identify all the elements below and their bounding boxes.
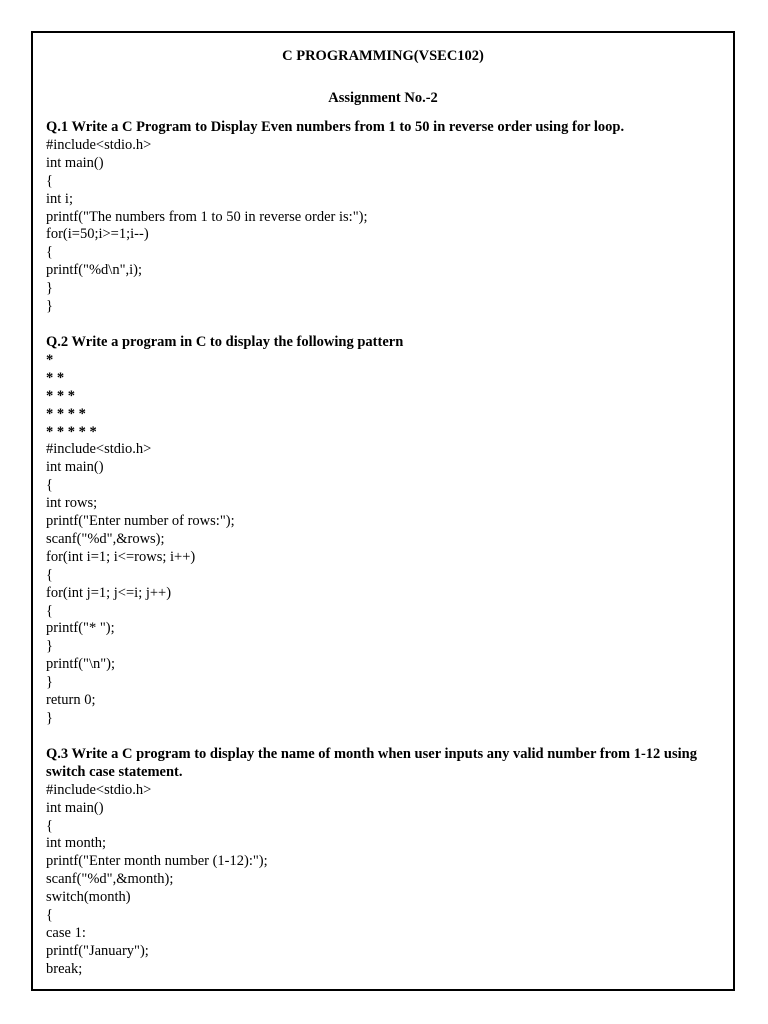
code-line: int main(): [46, 154, 104, 171]
code-line: case 1:: [46, 924, 86, 941]
code-line: for(i=50;i>=1;i--): [46, 226, 149, 243]
code-line: }: [46, 674, 53, 691]
code-line: int main(): [46, 799, 104, 816]
question-heading-1: Q.1 Write a C Program to Display Even numbers from 1 to 50 in reverse order using for loop.: [46, 119, 625, 135]
code-line: {: [46, 907, 53, 924]
code-line: printf("Enter number of rows:");: [46, 513, 235, 530]
code-line: printf("\n");: [46, 656, 116, 673]
pattern-row: * * * * *: [46, 423, 97, 440]
code-line: int i;: [46, 190, 73, 207]
question-heading-3: Q.3 Write a C program to display the name of month when user inputs any valid number from 1-12 using switch case statement.: [46, 745, 697, 780]
question-heading-2: Q.2 Write a program in C to display the following pattern: [46, 333, 404, 350]
code-line: #include<stdio.h>: [46, 781, 152, 798]
questions-list: [46, 119, 720, 979]
page-frame: [31, 31, 735, 991]
code-line: printf("* ");: [46, 620, 115, 637]
document-content: [46, 47, 720, 979]
code-line: }: [46, 280, 53, 297]
code-line: int month;: [46, 835, 107, 852]
code-line: printf("The numbers from 1 to 50 in reverse order is:");: [46, 208, 368, 225]
code-line: for(int j=1; j<=i; j++): [46, 584, 172, 601]
code-line: printf("%d\n",i);: [46, 262, 142, 279]
document-title: C PROGRAMMING(VSEC102): [282, 48, 484, 64]
code-line: for(int i=1; i<=rows; i++): [46, 548, 196, 565]
pattern-row: * * *: [46, 387, 75, 404]
code-line: #include<stdio.h>: [46, 136, 152, 153]
question-block-3: [46, 746, 720, 979]
code-line: printf("Enter month number (1-12):");: [46, 853, 268, 870]
code-line: {: [46, 172, 53, 189]
code-line: {: [46, 817, 53, 834]
code-line: {: [46, 602, 53, 619]
code-line: int rows;: [46, 495, 98, 512]
code-line: scanf("%d",&rows);: [46, 530, 165, 547]
question-block-2: [46, 334, 720, 728]
code-line: }: [46, 298, 53, 315]
code-line: printf("January");: [46, 942, 149, 959]
code-line: switch(month): [46, 889, 131, 906]
pattern-row: * * * *: [46, 405, 86, 422]
pattern-row: *: [46, 351, 54, 368]
code-line: break;: [46, 960, 83, 977]
code-line: int main(): [46, 459, 104, 476]
code-line: #include<stdio.h>: [46, 441, 152, 458]
code-line: {: [46, 566, 53, 583]
code-line: }: [46, 638, 53, 655]
code-line: scanf("%d",&month);: [46, 871, 174, 888]
code-line: return 0;: [46, 692, 96, 709]
pattern-row: * *: [46, 369, 65, 386]
assignment-number: Assignment No.-2: [328, 90, 438, 106]
code-line: {: [46, 244, 53, 261]
code-line: }: [46, 710, 53, 726]
question-block-1: [46, 119, 720, 316]
code-line: {: [46, 477, 53, 494]
